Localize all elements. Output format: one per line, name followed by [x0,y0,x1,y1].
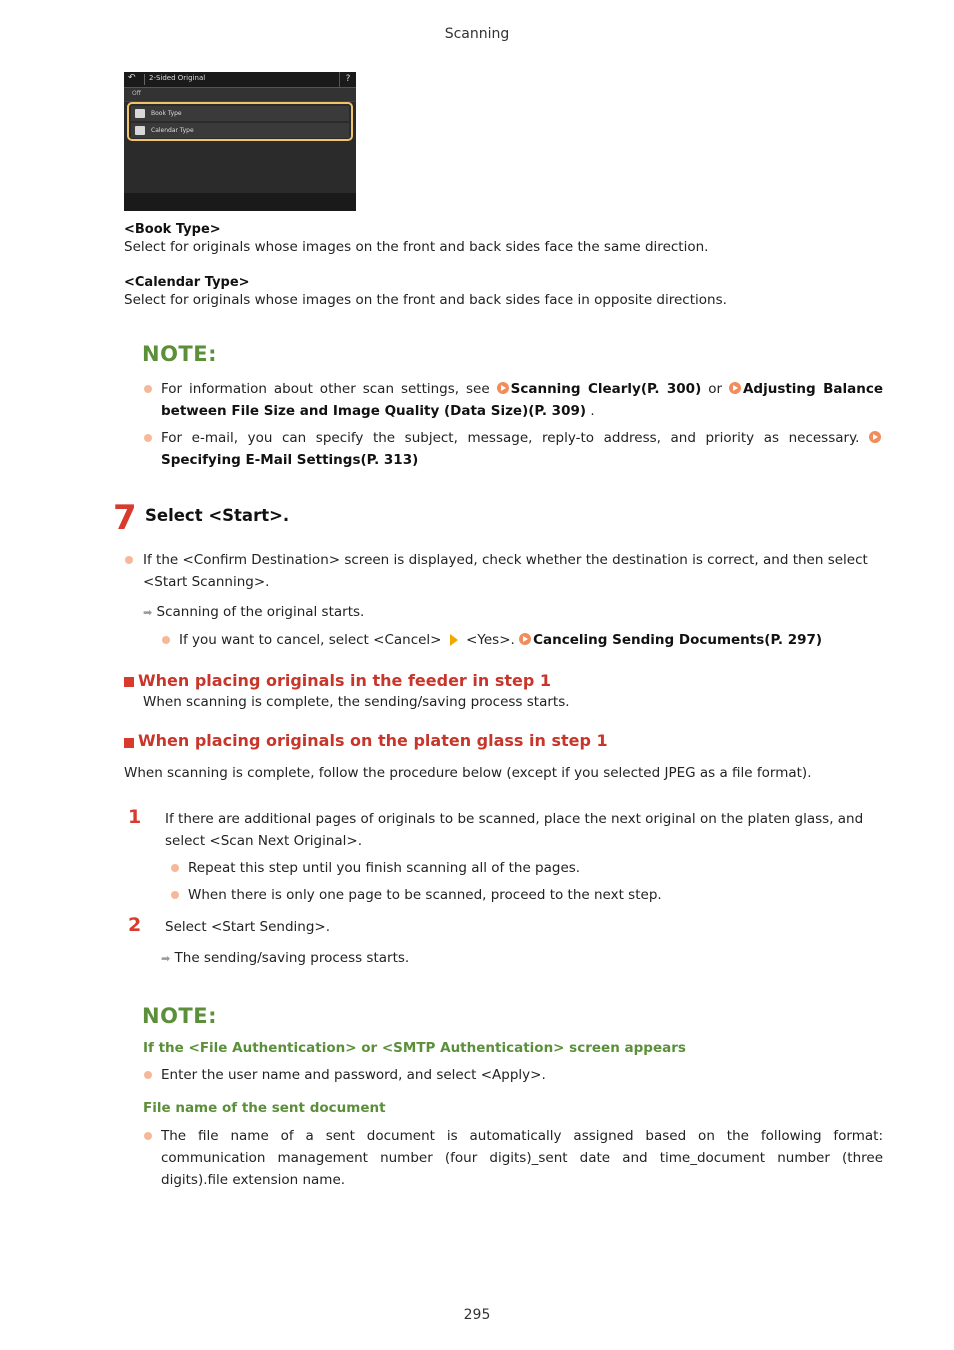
link-email-settings[interactable]: Specifying E-Mail Settings(P. 313) [161,452,419,468]
option-off-label: Off [132,90,141,97]
note-subheading: If the <File Authentication> or <SMTP Authentication> screen appears [143,1040,686,1056]
note-text: or [701,381,729,397]
bullet-dot [171,891,179,899]
bullet-dot [171,864,179,872]
book-type-icon [135,109,145,118]
screen-title: 2-Sided Original [149,74,206,82]
substep-bullet: Repeat this step until you finish scanning all of the pages. [188,860,581,876]
link-arrow-icon [519,633,531,645]
note-text: . [586,403,595,419]
note-bullet: Enter the user name and password, and select <Apply>. [161,1067,546,1083]
definition-desc: Select for originals whose images on the front and back sides face the same direction. [124,239,709,255]
substep-number: 2 [128,914,142,936]
note-bullet: The file name of a sent document is automatically assigned based on the following format: communication management number (four digits)_sent date and time_document number (three digits).file extension name. [161,1128,883,1188]
substep-text: Select <Start Sending>. [165,919,330,935]
running-header: Scanning [444,26,510,42]
result-text: The sending/saving process starts. [174,950,410,966]
definition-term: <Book Type> [124,222,221,237]
option-calendar-type[interactable] [131,123,349,138]
substep-number: 1 [128,806,142,828]
note-bullet [161,427,883,471]
link-scanning-clearly[interactable]: Scanning Clearly(P. 300) [510,381,702,397]
result-arrow-icon: ➡ [143,606,153,619]
bullet-dot [162,636,170,644]
step-result [143,601,364,624]
step-title: Select <Start>. [145,506,290,525]
definition-term: <Calendar Type> [124,275,250,290]
substep-result [161,947,409,970]
result-arrow-icon: ➡ [161,952,171,965]
screen-bottom-bar [124,193,356,211]
link-arrow-icon [497,382,509,394]
section-text: When scanning is complete, the sending/saving process starts. [143,694,570,710]
link-arrow-icon [729,382,741,394]
screen-title-bar [124,72,356,88]
bullet-dot [144,434,152,442]
section-title-feeder: When placing originals in the feeder in step 1 [138,671,551,690]
bullet-dot [144,385,152,393]
help-button[interactable]: ? [339,72,356,87]
bullet-dot [144,1132,152,1140]
step-number: 7 [113,498,137,538]
cancel-text: <Yes>. [461,632,520,648]
option-off[interactable] [124,88,356,102]
option-label: Book Type [151,110,182,117]
page-number: 295 [463,1307,491,1323]
link-arrow-icon [869,431,881,443]
section-title-platen: When placing originals on the platen glass in step 1 [138,731,608,750]
result-text: Scanning of the original starts. [156,604,365,620]
screen-panel [124,72,356,211]
note-text: For e-mail, you can specify the subject, message, reply-to address, and priority as necessary. [161,430,869,446]
definition-desc: Select for originals whose images on the front and back sides face in opposite directions. [124,292,727,308]
bullet-dot [125,556,133,564]
substep-bullet: When there is only one page to be scanned, proceed to the next step. [188,887,662,903]
cancel-text: If you want to cancel, select <Cancel> [179,632,446,648]
note-subheading: File name of the sent document [143,1100,386,1116]
note-bullet [161,378,883,422]
substep-text: If there are additional pages of originals to be scanned, place the next original on the platen glass, and select <Scan Next Original>. [165,811,864,849]
cancel-bullet [179,629,822,651]
option-book-type[interactable] [131,106,349,121]
section-marker [124,677,134,687]
note-heading: NOTE: [142,342,217,366]
triangle-arrow-icon [450,634,458,646]
divider [144,74,145,85]
note-heading: NOTE: [142,1004,217,1028]
section-intro: When scanning is complete, follow the procedure below (except if you selected JPEG as a file format). [124,765,812,781]
option-label: Calendar Type [151,127,194,134]
step-bullet: If the <Confirm Destination> screen is displayed, check whether the destination is correct, and then select <Start Scanning>. [143,552,868,590]
back-icon[interactable]: ↶ [128,73,136,83]
bullet-dot [144,1071,152,1079]
section-marker [124,738,134,748]
link-adjusting-balance[interactable]: Adjusting Balance between File Size and Image Quality (Data Size)(P. 309) [161,381,883,419]
note-text: For information about other scan settings, see [161,381,497,397]
calendar-type-icon [135,126,145,135]
link-canceling-sending[interactable]: Canceling Sending Documents(P. 297) [533,632,823,648]
